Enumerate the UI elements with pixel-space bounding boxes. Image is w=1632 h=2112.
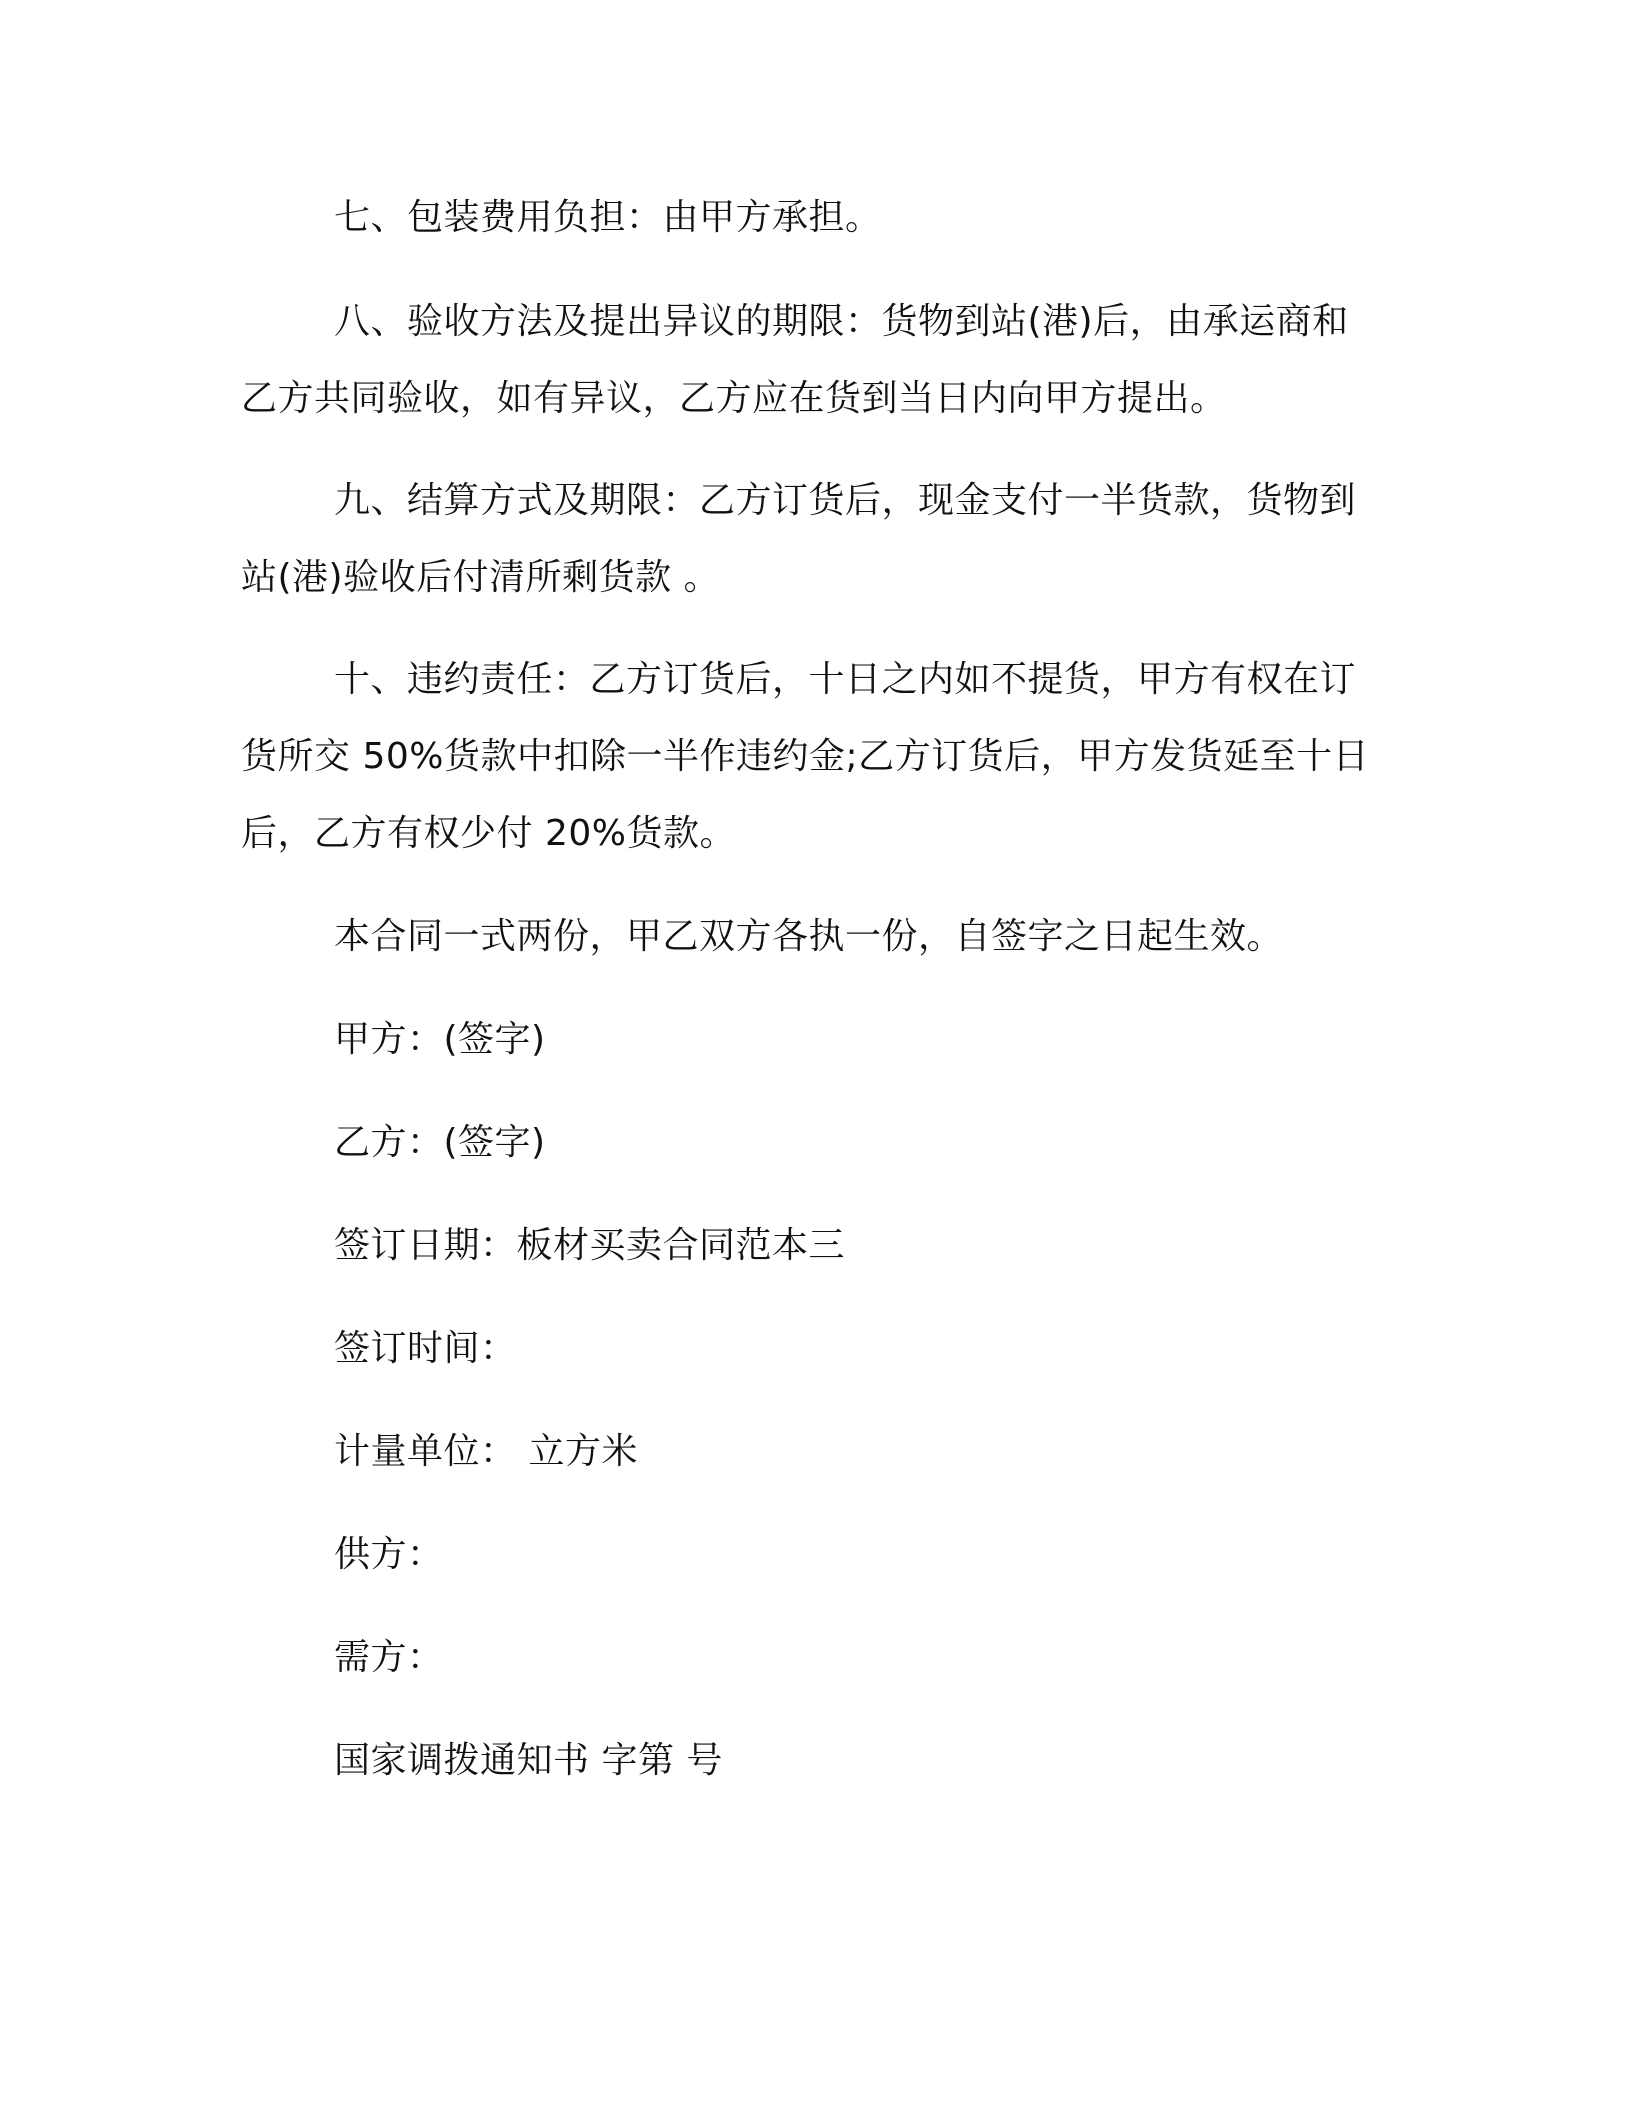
clause-7-line-1: 七、包装费用负担：由甲方承担。 xyxy=(334,197,882,238)
clause-9-line-2: 站(港)验收后付清所剩货款 。 xyxy=(241,557,721,598)
clause-8-line-1: 八、验收方法及提出异议的期限：货物到站(港)后，由承运商和 xyxy=(334,301,1349,342)
allocation-notice-line: 国家调拨通知书 字第 号 xyxy=(334,1740,723,1781)
supplier-line: 供方： xyxy=(334,1534,444,1575)
party-b-signature-line: 乙方：(签字) xyxy=(334,1122,546,1163)
clause-9-line-1: 九、结算方式及期限：乙方订货后，现金支付一半货款，货物到 xyxy=(334,480,1357,521)
signing-time-line: 签订时间： xyxy=(334,1328,517,1369)
contract-effect-statement: 本合同一式两份，甲乙双方各执一份，自签字之日起生效。 xyxy=(334,916,1284,957)
buyer-line: 需方： xyxy=(334,1637,444,1678)
clause-10-line-1: 十、违约责任：乙方订货后，十日之内如不提货，甲方有权在订 xyxy=(334,659,1357,700)
clause-8-line-2: 乙方共同验收，如有异议，乙方应在货到当日内向甲方提出。 xyxy=(241,378,1227,419)
clause-10-line-2: 货所交 50%货款中扣除一半作违约金;乙方订货后，甲方发货延至十日 xyxy=(241,736,1370,777)
clause-10-line-3: 后，乙方有权少付 20%货款。 xyxy=(241,813,736,854)
measurement-unit-line: 计量单位： 立方米 xyxy=(334,1431,638,1472)
party-a-signature-line: 甲方：(签字) xyxy=(334,1019,546,1060)
signing-date-line: 签订日期：板材买卖合同范本三 xyxy=(334,1225,846,1266)
